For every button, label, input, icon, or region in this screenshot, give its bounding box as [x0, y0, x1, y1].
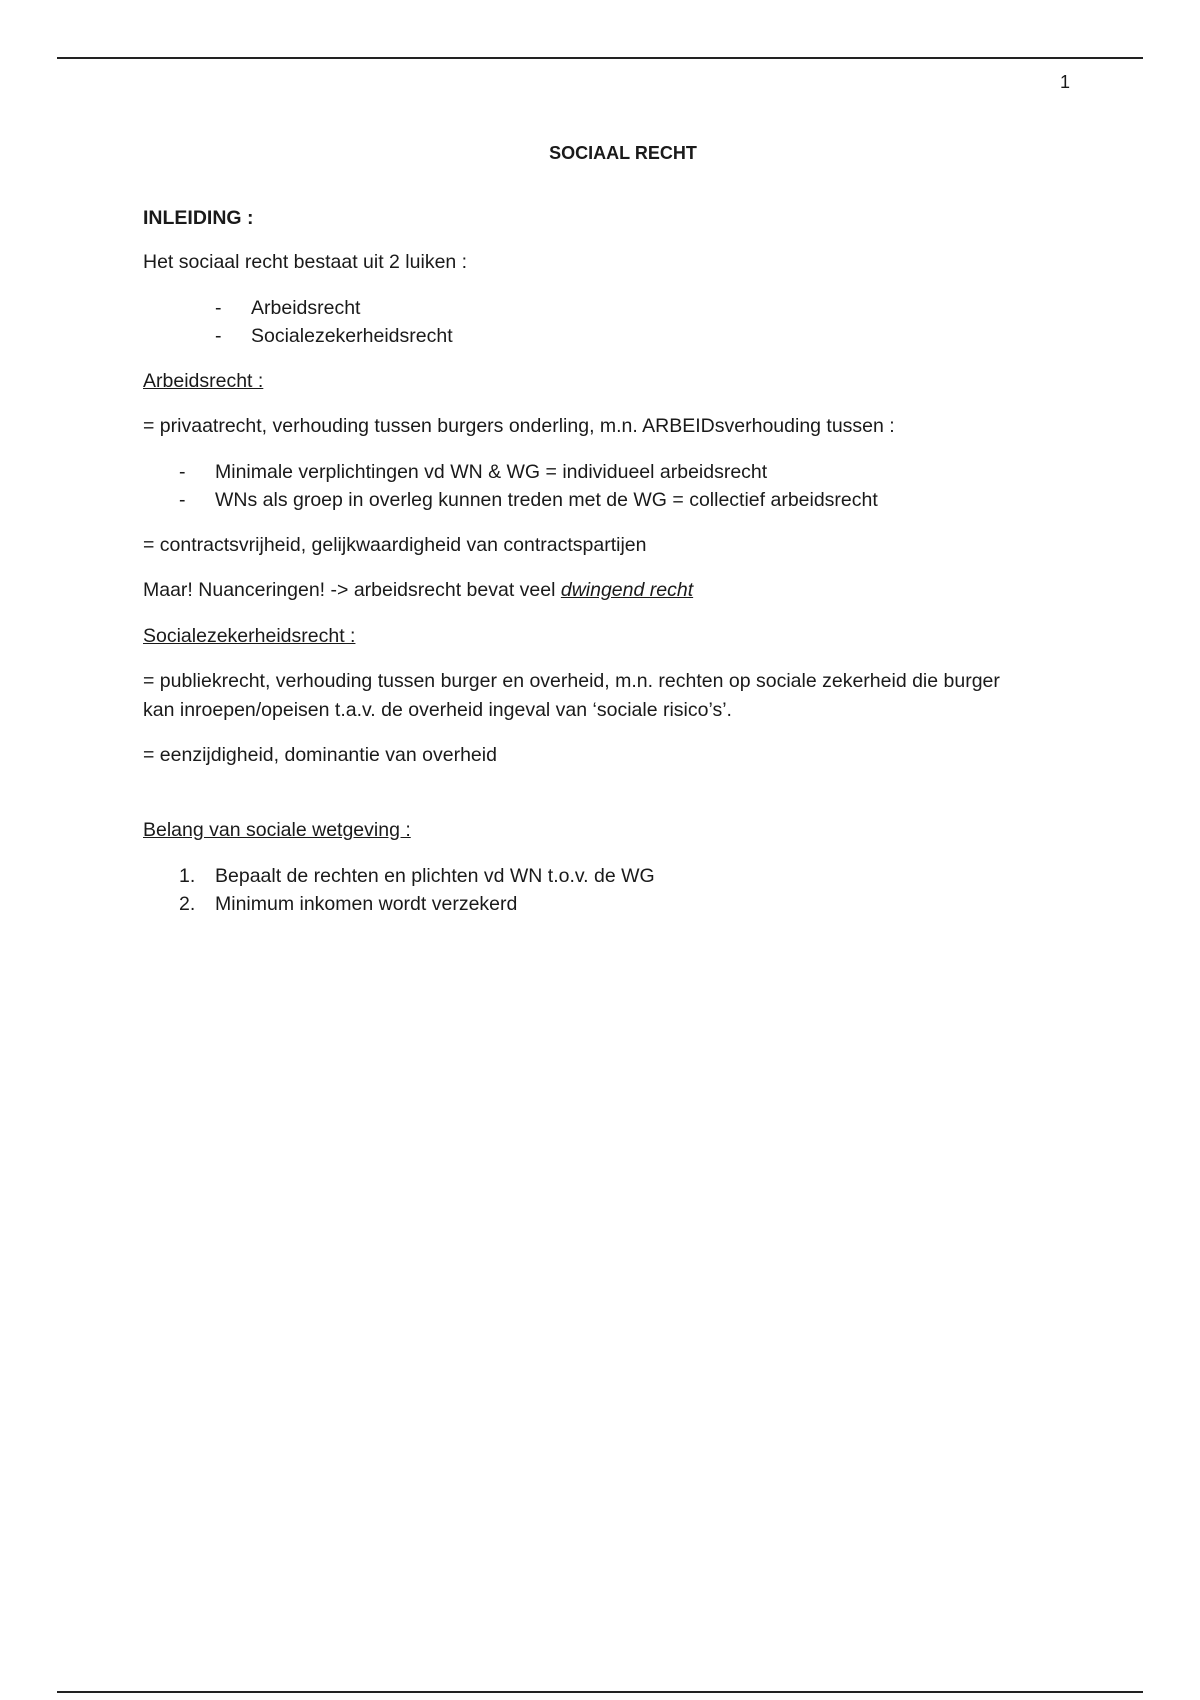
- list-item: [215, 322, 453, 350]
- bullet-dash: -: [179, 461, 186, 483]
- nuance-prefix: Maar! Nuanceringen! -> arbeidsrecht bevat veel: [143, 579, 561, 601]
- szr-heading: Socialezekerheidsrecht :: [143, 625, 356, 647]
- list-item: [179, 862, 655, 890]
- nuance-term: dwingend recht: [560, 579, 694, 601]
- list-item-text: Minimale verplichtingen vd WN & WG = individueel arbeidsrecht: [215, 461, 768, 483]
- belang-heading: Belang van sociale wetgeving :: [143, 819, 411, 841]
- page-number: 1: [1059, 72, 1070, 92]
- arbeidsrecht-definition: = privaatrecht, verhouding tussen burgers onderling, m.n. ARBEIDsverhouding tussen :: [143, 415, 895, 437]
- list-item: [215, 294, 360, 322]
- intro-text: Het sociaal recht bestaat uit 2 luiken :: [143, 251, 468, 273]
- list-number: 2.: [179, 893, 196, 915]
- arbeidsrecht-heading: Arbeidsrecht :: [143, 370, 264, 392]
- list-item-text: Minimum inkomen wordt verzekerd: [215, 893, 518, 915]
- szr-definition-line2: kan inroepen/opeisen t.a.v. de overheid ingeval van ‘sociale risico’s’.: [143, 699, 732, 721]
- szr-principle: = eenzijdigheid, dominantie van overheid: [143, 744, 497, 766]
- page-title: SOCIAAL RECHT: [549, 143, 697, 163]
- list-item: [179, 890, 517, 918]
- bullet-dash: -: [215, 325, 222, 347]
- list-number: 1.: [179, 865, 196, 887]
- bullet-dash: -: [179, 489, 186, 511]
- intro-heading: INLEIDING :: [143, 207, 254, 229]
- list-item-text: Socialezekerheidsrecht: [251, 325, 453, 347]
- list-item: [179, 486, 878, 514]
- list-item: [179, 458, 767, 486]
- list-item-text: Arbeidsrecht: [251, 297, 361, 319]
- footer-rule: [57, 1691, 1143, 1693]
- list-item-text: Bepaalt de rechten en plichten vd WN t.o.v. de WG: [215, 865, 655, 887]
- szr-definition-line1: = publiekrecht, verhouding tussen burger en overheid, m.n. rechten op sociale zekerheid die burger: [143, 670, 1000, 692]
- bullet-dash: -: [215, 297, 222, 319]
- arbeidsrecht-principle: = contractsvrijheid, gelijkwaardigheid van contractspartijen: [143, 534, 647, 556]
- list-item-text: WNs als groep in overleg kunnen treden met de WG = collectief arbeidsrecht: [215, 489, 878, 511]
- arbeidsrecht-nuance: [143, 576, 693, 604]
- header-rule: [57, 57, 1143, 59]
